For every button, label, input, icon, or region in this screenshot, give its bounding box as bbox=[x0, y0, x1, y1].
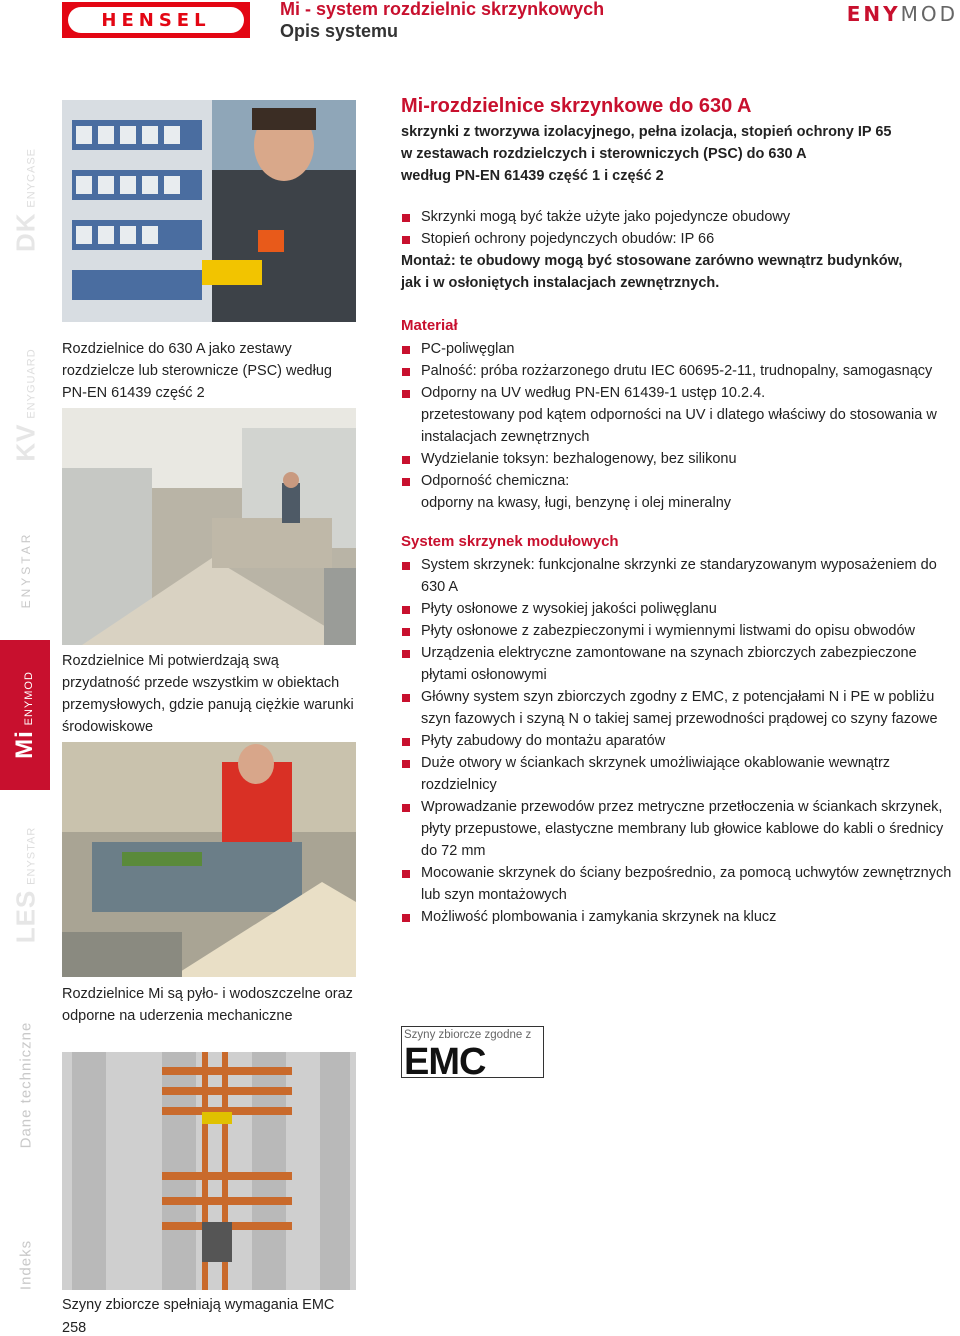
system-item: Duże otwory w ściankach skrzynek umożliwiające okablowanie wewnątrz rozdzielnicy bbox=[401, 752, 957, 796]
page-title: Mi - system rozdzielnic skrzynkowych bbox=[280, 0, 605, 19]
logo-text: HENSEL bbox=[101, 9, 211, 31]
page-number: 258 bbox=[62, 1320, 87, 1336]
system-item: Mocowanie skrzynek do ściany bezpośrednio, za pomocą uchwytów zewnętrznych lub szyn montażowych bbox=[401, 862, 957, 906]
system-item: Główny system szyn zbiorczych zgodny z EMC, z potencjałami N i PE w pobliżu szyn fazowych i szyną N o takiej samej przewodności prądowej co szyny fazowe bbox=[401, 686, 957, 730]
side-tab-kv[interactable]: KV ENYGUARD bbox=[10, 348, 41, 462]
intro-line: według PN-EN 61439 część 1 i część 2 bbox=[401, 168, 664, 184]
photo-busbar-system bbox=[62, 1052, 356, 1290]
emc-badge-caption: Szyny zbiorcze zgodne z bbox=[404, 1029, 532, 1041]
emc-badge bbox=[401, 1026, 544, 1083]
intro-text bbox=[401, 121, 960, 187]
side-tab-mi-active[interactable]: Mi ENYMOD bbox=[0, 640, 50, 790]
system-item: Płyty zabudowy do montażu aparatów bbox=[401, 730, 957, 752]
bullet-item: Skrzynki mogą być także użyte jako pojedyncze obudowy bbox=[401, 206, 960, 228]
modular-system-section bbox=[401, 532, 960, 928]
enclosure-bullets bbox=[401, 206, 960, 294]
intro-line: w zestawach rozdzielczych i sterowniczych (PSC) do 630 A bbox=[401, 146, 807, 162]
system-item: Płyty osłonowe z wysokiej jakości poliwęglanu bbox=[401, 598, 957, 620]
system-item: Możliwość plombowania i zamykania skrzynek na klucz bbox=[401, 906, 957, 928]
intro-line: skrzynki z tworzywa izolacyjnego, pełna izolacja, stopień ochrony IP 65 bbox=[401, 124, 892, 140]
caption-photo-4: Szyny zbiorcze spełniają wymagania EMC bbox=[62, 1297, 335, 1313]
page-subtitle: Opis systemu bbox=[280, 21, 399, 41]
material-item: Wydzielanie toksyn: bezhalogenowy, bez silikonu bbox=[401, 448, 960, 470]
section-heading: Mi-rozdzielnice skrzynkowe do 630 A bbox=[401, 95, 752, 117]
material-item: Palność: próba rozżarzonego drutu IEC 60695-2-11, trudnopalny, samogasnący bbox=[401, 360, 960, 382]
page-header bbox=[0, 0, 960, 46]
material-heading: Materiał bbox=[401, 317, 458, 334]
hensel-logo bbox=[62, 2, 250, 38]
side-tab-les[interactable]: LES ENYSTAR bbox=[10, 826, 41, 944]
material-item: Odporny na UV według PN-EN 61439-1 ustęp 10.2.4. bbox=[401, 382, 960, 404]
photo-technician-at-switchboard bbox=[62, 100, 356, 322]
photo-woodworking-machine bbox=[62, 742, 356, 977]
material-item-continuation: odporny na kwasy, ługi, benzynę i olej mineralny bbox=[421, 495, 732, 511]
caption-photo-1: Rozdzielnice do 630 A jako zestawy rozdzielcze lub sterownicze (PSC) według PN-EN 61439 część 2 bbox=[62, 341, 332, 401]
material-section bbox=[401, 316, 960, 514]
caption-photo-3: Rozdzielnice Mi są pyło- i wodoszczelne oraz odporne na uderzenia mechaniczne bbox=[62, 986, 353, 1024]
system-item: Urządzenia elektryczne zamontowane na szynach zbiorczych zabezpieczone płytami osłonowymi bbox=[401, 642, 957, 686]
side-tab-dk[interactable]: DK ENYCASE bbox=[10, 147, 41, 253]
material-item: Odporność chemiczna: bbox=[401, 470, 960, 492]
side-tab-enystar[interactable]: ENYSTAR bbox=[19, 531, 33, 609]
photo-industrial-workshop bbox=[62, 408, 356, 645]
caption-photo-2: Rozdzielnice Mi potwierdzają swą przydatność przede wszystkim w obiektach przemysłowych, gdzie panują ciężkie warunki środowiskowe bbox=[62, 653, 354, 735]
side-tab-indeks[interactable]: Indeks bbox=[17, 1239, 35, 1291]
mount-note: Montaż: te obudowy mogą być stosowane zarówno wewnątrz budynków, jak i w osłoniętych instalacjach zewnętrznych. bbox=[401, 253, 903, 291]
bullet-item: Stopień ochrony pojedynczych obudów: IP 66 bbox=[401, 228, 960, 250]
system-item: Płyty osłonowe z zabezpieczonymi i wymiennymi listwami do opisu obwodów bbox=[401, 620, 957, 642]
system-item: Wprowadzanie przewodów przez metryczne przetłoczenia w ściankach skrzynek, płyty przepustowe, elastyczne membrany lub głowice kablowe do kabli o średnicy do 72 mm bbox=[401, 796, 957, 862]
system-heading: System skrzynek modułowych bbox=[401, 533, 619, 550]
side-tab-dane-techniczne[interactable]: Dane techniczne bbox=[17, 1021, 35, 1149]
system-item: System skrzynek: funkcjonalne skrzynki ze standaryzowanym wyposażeniem do 630 A bbox=[401, 554, 957, 598]
material-item-continuation: przetestowany pod kątem odporności na UV i dlatego właściwy do stosowania w instalacjach zewnętrznych bbox=[421, 407, 937, 445]
material-item: PC-poliwęglan bbox=[401, 338, 960, 360]
emc-badge-title: EMC bbox=[404, 1041, 486, 1083]
enymod-brand-logo: ENYMOD bbox=[846, 2, 958, 26]
